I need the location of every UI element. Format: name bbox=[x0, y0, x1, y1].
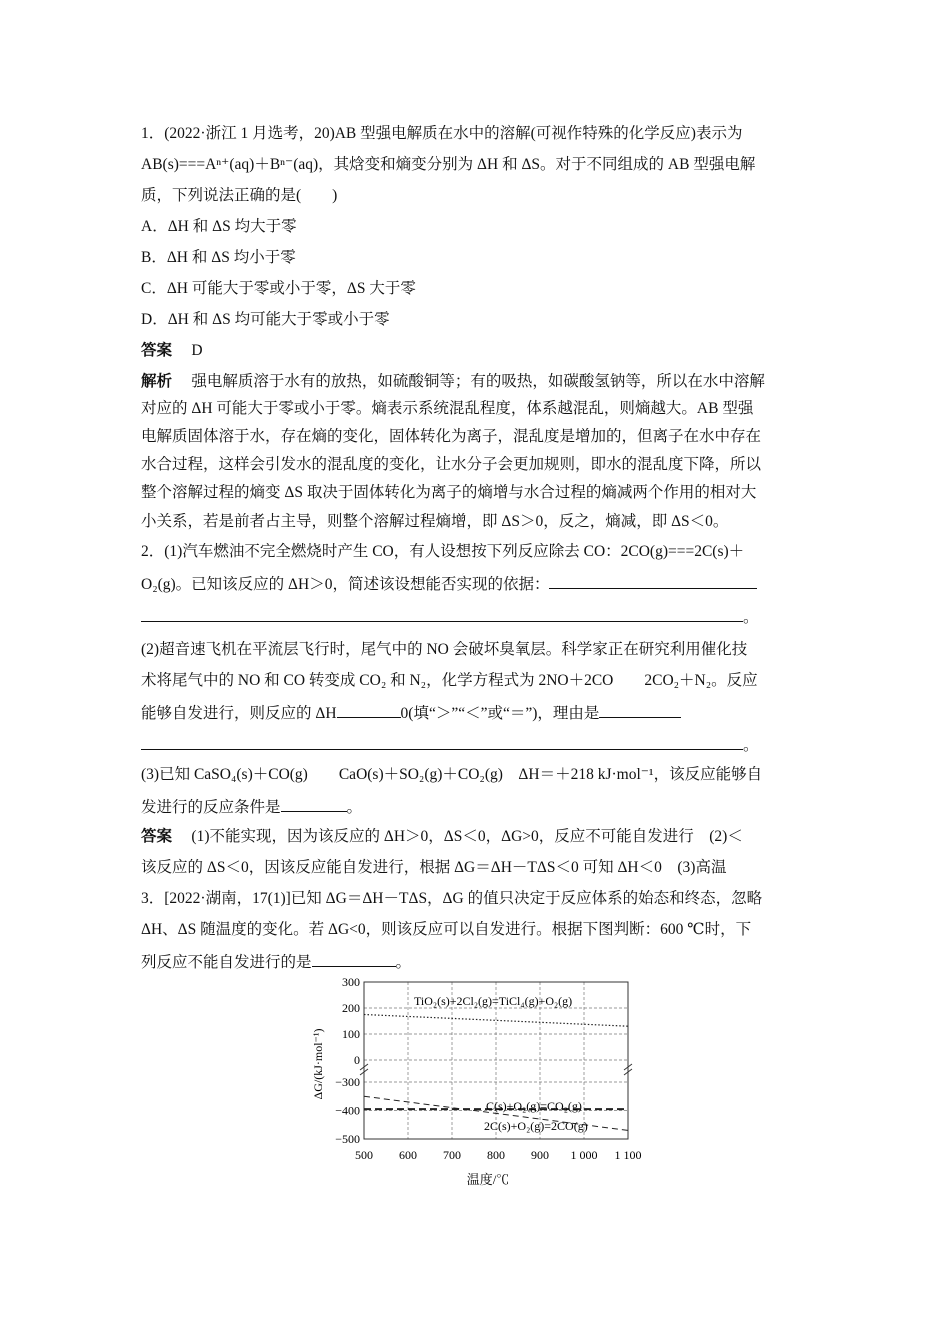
y-tick-label: −300 bbox=[335, 1075, 360, 1089]
q1-analysis-line-1 bbox=[141, 372, 765, 392]
q3-line-3 bbox=[141, 951, 411, 973]
x-tick-label: 900 bbox=[531, 1148, 549, 1162]
analysis-label: 解析 bbox=[141, 373, 173, 390]
period: 。 bbox=[346, 799, 363, 816]
y-tick-label: 0 bbox=[354, 1053, 360, 1067]
q1-analysis-line-3: 电解质固体溶于水，存在熵的变化，固体转化为离子，混乱度是增加的，但离子在水中存在 bbox=[141, 428, 762, 445]
q2-line-2-text: O₂(g)。已知该反应的 ΔH＞0，简述该设想能否实现的依据： bbox=[141, 576, 550, 593]
q1-option-b: B．ΔH 和 ΔS 均小于零 bbox=[141, 249, 296, 266]
q1-analysis-line-2: 对应的 ΔH 可能大于零或小于零。熵表示系统混乱程度，体系越混乱，则熵越大。AB 型强 bbox=[141, 400, 754, 417]
y-tick-label: 300 bbox=[342, 975, 360, 989]
q1-option-d: D．ΔH 和 ΔS 均可能大于零或小于零 bbox=[141, 311, 390, 328]
x-axis-label: 温度/℃ bbox=[466, 1172, 510, 1187]
period: 。 bbox=[395, 954, 412, 971]
x-tick-label: 700 bbox=[443, 1148, 461, 1162]
q2-part3-text: 发进行的反应条件是 bbox=[141, 799, 281, 816]
q2-answer-line-2: 该反应的 ΔS＜0，因该反应能自发进行，根据 ΔG＝ΔH－TΔS＜0 可知 ΔH＜0 (3)高温 bbox=[141, 859, 727, 876]
answer-blank bbox=[141, 734, 743, 750]
series-label: C(s)+O₂(g)=CO₂(g) bbox=[486, 1099, 582, 1113]
q1-analysis-line-4: 水合过程，这样会引发水的混乱度的变化，让水分子会更加规则，即水的混乱度下降，所以 bbox=[141, 456, 762, 473]
q1-line-2: AB(s)===Aⁿ⁺(aq)＋Bⁿ⁻(aq)，其焓变和熵变分别为 ΔH 和 ΔS。对于不同组成的 AB 型强电解 bbox=[141, 156, 756, 173]
q2-part2-line-1: (2)超音速飞机在平流层飞行时，尾气中的 NO 会破坏臭氧层。科学家正在研究利用催化技 bbox=[141, 641, 748, 658]
q1-analysis-line-6: 小关系，若是前者占主导，则整个溶解过程熵增，即 ΔS＞0，反之，熵减，即 ΔS＜0。 bbox=[141, 513, 729, 530]
q1-line-1: 1．(2022·浙江 1 月选考，20)AB 型强电解质在水中的溶解(可视作特殊的化学反应)表示为 bbox=[141, 125, 743, 142]
x-tick-label: 1 000 bbox=[570, 1148, 598, 1162]
q1-option-c: C．ΔH 可能大于零或小于零，ΔS 大于零 bbox=[141, 280, 416, 297]
q2-line-3 bbox=[141, 606, 759, 628]
q1-answer bbox=[141, 341, 203, 361]
answer-label: 答案 bbox=[141, 342, 173, 359]
answer-blank bbox=[599, 702, 681, 718]
q2-part2-line-4 bbox=[141, 734, 759, 756]
period: 。 bbox=[743, 609, 759, 626]
q2-line-1: 2．(1)汽车燃油不完全燃烧时产生 CO，有人设想按下列反应除去 CO：2CO(g)===2C(s)＋ bbox=[141, 543, 745, 560]
q3-line-2: ΔH、ΔS 随温度的变化。若 ΔG<0，则该反应可以自发进行。根据下图判断：600 ℃时，下 bbox=[141, 921, 752, 938]
answer-text: (1)不能实现，因为该反应的 ΔH＞0，ΔS＜0，ΔG>0，反应不可能自发进行 (2)＜ bbox=[191, 828, 743, 845]
q1-analysis-line-5: 整个溶解过程的熵变 ΔS 取决于固体转化为离子的熵增与水合过程的熵减两个作用的相对大 bbox=[141, 484, 757, 501]
q3-line-1: 3．[2022·湖南，17(1)]已知 ΔG＝ΔH－TΔS，ΔG 的值只决定于反应体系的始态和终态，忽略 bbox=[141, 890, 763, 907]
y-axis-label: ΔG/(kJ·mol⁻¹) bbox=[311, 1028, 325, 1100]
answer-blank bbox=[141, 606, 743, 622]
q2-part2-line-2: 术将尾气中的 NO 和 CO 转变成 CO₂ 和 N₂，化学方程式为 2NO＋2CO 2CO₂＋N₂。反应 bbox=[141, 672, 758, 689]
q2-answer-line-1 bbox=[141, 827, 743, 847]
answer-blank bbox=[549, 573, 757, 589]
x-tick-label: 1 100 bbox=[614, 1148, 642, 1162]
y-tick-label: 100 bbox=[342, 1027, 360, 1041]
analysis-text: 强电解质溶于水有的放热，如硫酸铜等；有的吸热，如碳酸氢钠等，所以在水中溶解 bbox=[191, 373, 765, 390]
q1-line-3: 质，下列说法正确的是( ) bbox=[141, 187, 338, 204]
y-tick-label: 200 bbox=[342, 1001, 360, 1015]
q3-line-3-text: 列反应不能自发进行的是 bbox=[141, 954, 312, 971]
q2-part2-line-3 bbox=[141, 702, 681, 724]
delta-g-temperature-chart bbox=[306, 972, 651, 1194]
q1-option-a: A．ΔH 和 ΔS 均大于零 bbox=[141, 218, 297, 235]
series-label: TiO₂(s)+2Cl₂(g)=TiCl₄(g)+O₂(g) bbox=[414, 994, 573, 1008]
q2-part2-text-a: 能够自发进行，则反应的 ΔH bbox=[141, 705, 337, 722]
x-tick-label: 800 bbox=[487, 1148, 505, 1162]
answer-blank bbox=[337, 702, 401, 718]
answer-label: 答案 bbox=[141, 828, 173, 845]
answer-blank bbox=[281, 796, 347, 812]
answer-value: D bbox=[191, 342, 203, 359]
period: 。 bbox=[743, 737, 759, 754]
y-tick-label: −400 bbox=[335, 1103, 360, 1118]
answer-blank bbox=[312, 951, 396, 967]
q2-line-2 bbox=[141, 573, 757, 595]
q2-part2-text-b: 0(填“＞”“＜”或“＝”)，理由是 bbox=[400, 705, 600, 722]
series-label: 2C(s)+O₂(g)=2CO(g) bbox=[484, 1119, 588, 1133]
q2-part3-line-1: (3)已知 CaSO₄(s)＋CO(g) CaO(s)＋SO₂(g)＋CO₂(g) ΔH＝＋218 kJ·mol⁻¹，该反应能够自 bbox=[141, 766, 763, 783]
y-tick-label: −500 bbox=[335, 1132, 360, 1146]
x-tick-label: 500 bbox=[355, 1148, 373, 1162]
q2-part3-line-2 bbox=[141, 796, 362, 818]
x-tick-label: 600 bbox=[399, 1148, 417, 1162]
